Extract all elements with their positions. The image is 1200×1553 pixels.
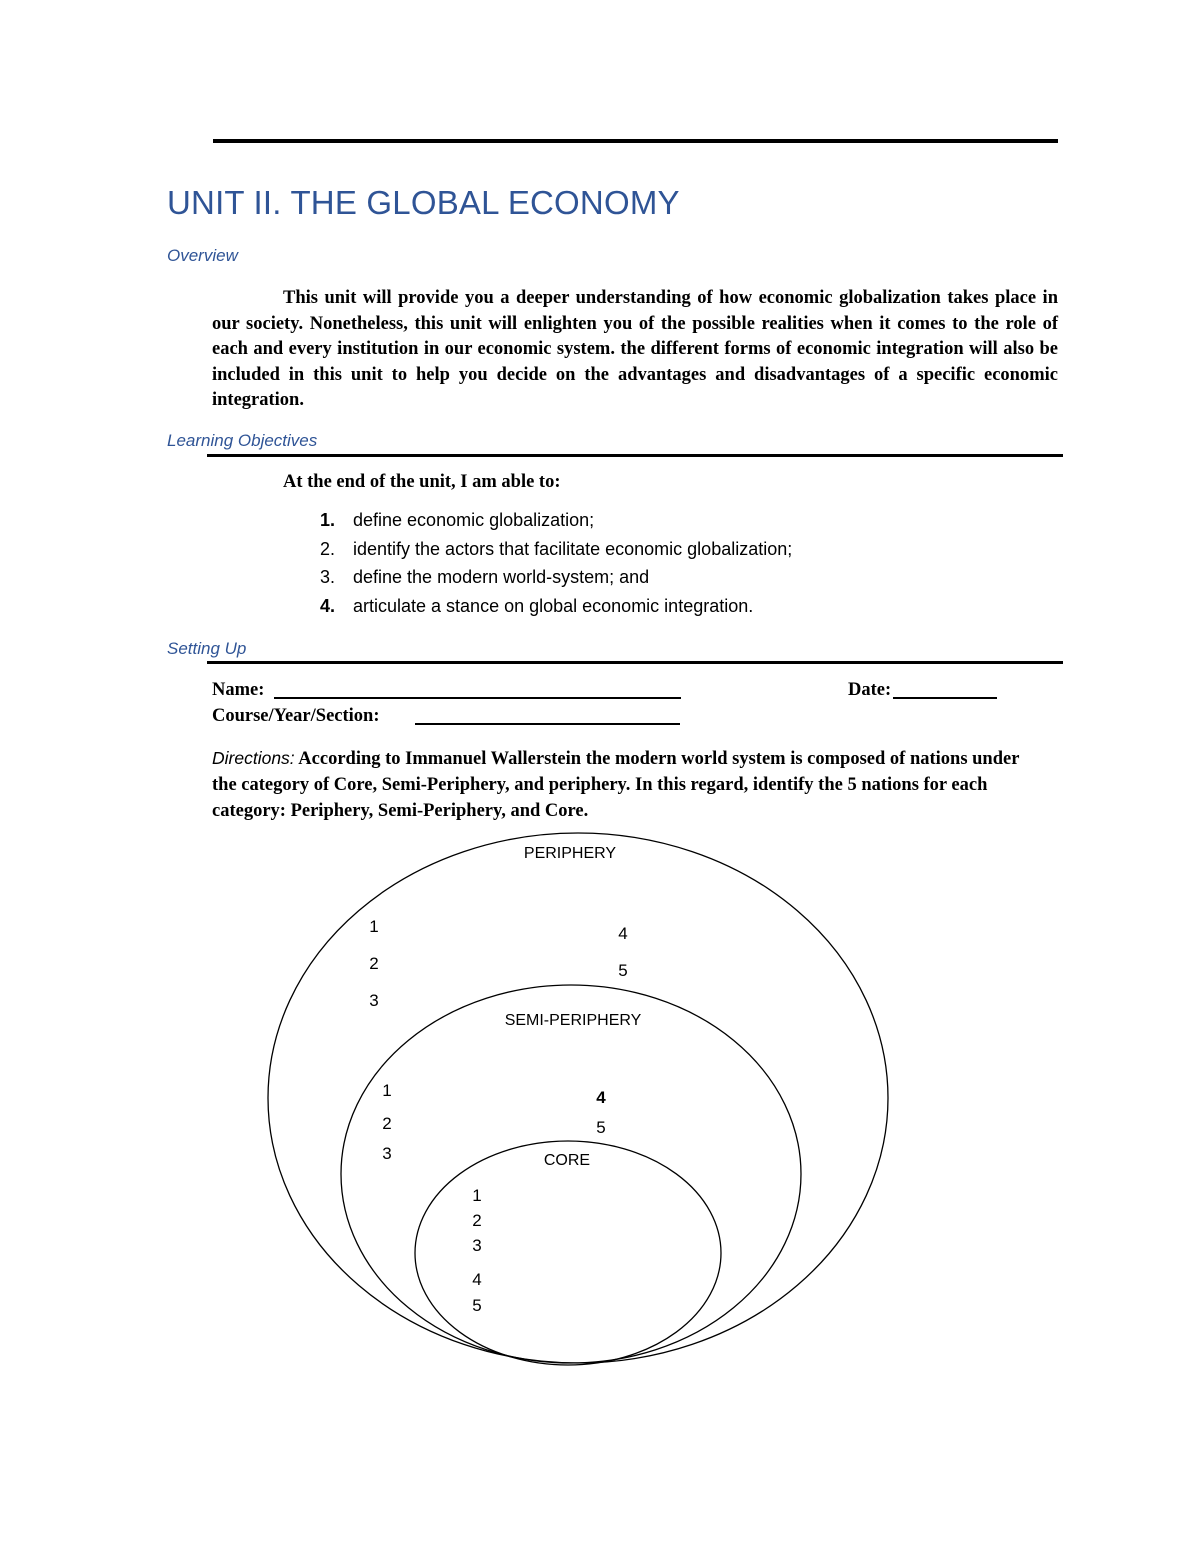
list-item-number: 1. bbox=[320, 510, 336, 530]
page-title: UNIT II. THE GLOBAL ECONOMY bbox=[167, 184, 680, 221]
list-item-number: 3. bbox=[320, 567, 336, 587]
overview-paragraph: This unit will provide you a deeper understanding of how economic globalization takes place in our society. Nonetheless, this unit will enlighten you of the possible realities when it comes to the role of each and every institution in our economic system. the different forms of economic integration will also be included in this unit to help you decide on the advantages and disadvantages of a specific economic integration. bbox=[212, 288, 1058, 410]
list-item-text: define the modern world-system; and bbox=[353, 567, 650, 587]
list-item-text: articulate a stance on global economic integration. bbox=[353, 595, 754, 616]
overview-heading: Overview bbox=[167, 246, 238, 265]
core-number: 1 bbox=[472, 1186, 482, 1205]
core-number: 2 bbox=[472, 1211, 482, 1230]
date-label: Date: bbox=[848, 680, 892, 700]
core-number: 3 bbox=[472, 1236, 482, 1255]
name-label: Name: bbox=[212, 680, 265, 700]
setting-up-heading: Setting Up bbox=[167, 639, 247, 658]
directions-label: Directions: bbox=[212, 748, 295, 768]
periphery-number: 4 bbox=[618, 924, 628, 943]
directions-text: According to Immanuel Wallerstein the modern world system is composed of nations under the category of Core, Semi-Periphery, and periphery. In this regard, identify the 5 nations for each category: Periphery, Semi-Periphery, and Core. bbox=[212, 749, 1020, 821]
semi-periphery-number: 1 bbox=[382, 1081, 392, 1100]
list-item-text: define economic globalization; bbox=[353, 510, 595, 530]
core-number: 5 bbox=[472, 1296, 482, 1315]
core-circle bbox=[415, 1141, 721, 1365]
semi-periphery-number: 5 bbox=[596, 1118, 606, 1137]
learning-objectives-heading: Learning Objectives bbox=[167, 431, 318, 450]
list-item-text: identify the actors that facilitate economic globalization; bbox=[353, 538, 793, 559]
periphery-number: 3 bbox=[369, 991, 379, 1010]
periphery-number: 2 bbox=[369, 954, 379, 973]
semi-periphery-number: 4 bbox=[596, 1088, 606, 1107]
semi-periphery-number: 3 bbox=[382, 1144, 392, 1163]
periphery-label: PERIPHERY bbox=[523, 845, 617, 862]
semi-periphery-number: 2 bbox=[382, 1114, 392, 1133]
list-item-number: 2. bbox=[320, 538, 336, 559]
course-label: Course/Year/Section: bbox=[212, 706, 380, 726]
semi-periphery-circle bbox=[341, 985, 801, 1363]
objectives-intro: At the end of the unit, I am able to: bbox=[283, 472, 561, 492]
list-item-number: 4. bbox=[320, 595, 336, 616]
periphery-number: 1 bbox=[369, 917, 379, 936]
periphery-number: 5 bbox=[618, 961, 628, 980]
core-label: CORE bbox=[543, 1152, 591, 1169]
semi-periphery-label: SEMI-PERIPHERY bbox=[504, 1012, 642, 1029]
core-number: 4 bbox=[472, 1270, 482, 1289]
